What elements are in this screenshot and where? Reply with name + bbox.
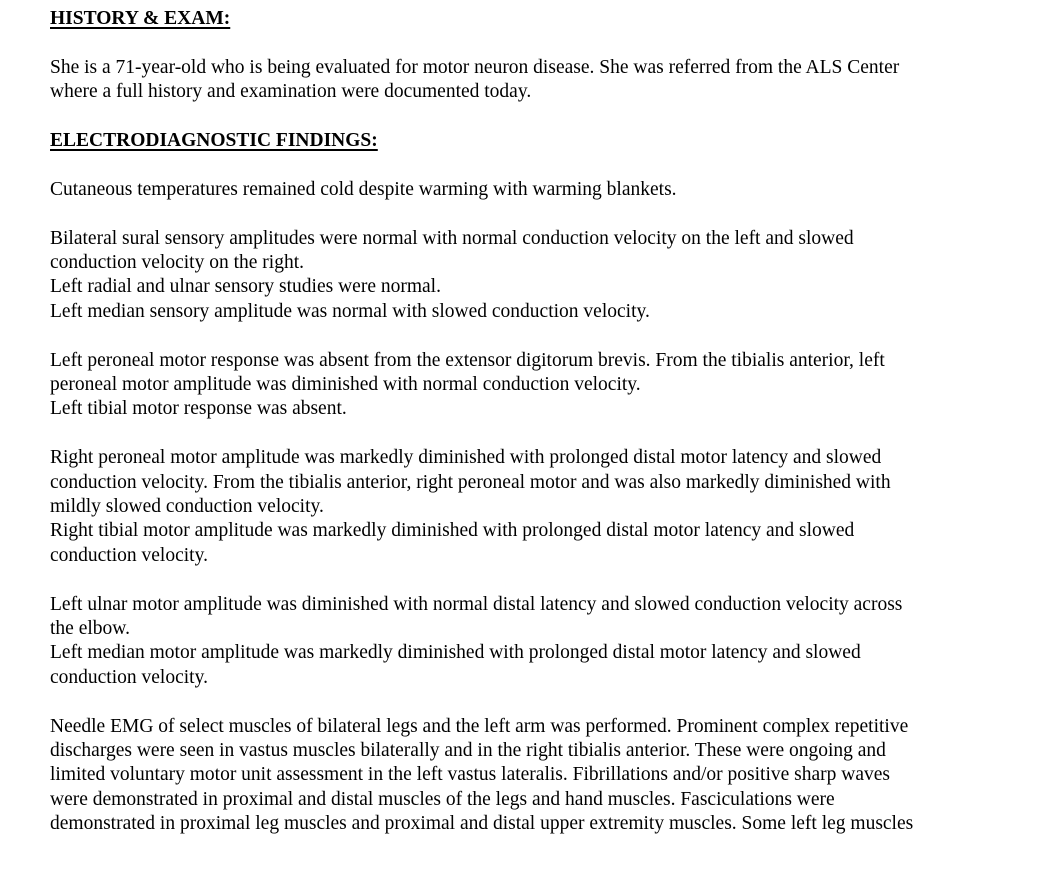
text-line: Left peroneal motor response was absent from the extensor digitorum brevis. From the tibialis anterior, left <box>50 349 885 371</box>
right-leg-motor-paragraph <box>50 446 1035 568</box>
spacer <box>50 422 1035 446</box>
document-body <box>50 7 1035 837</box>
text-line: Left median sensory amplitude was normal with slowed conduction velocity. <box>50 300 650 322</box>
text-line: discharges were seen in vastus muscles bilaterally and in the right tibialis anterior. These were ongoing and <box>50 740 886 762</box>
left-leg-motor-paragraph <box>50 349 1035 422</box>
text-line: peroneal motor amplitude was diminished with normal conduction velocity. <box>50 374 641 396</box>
temperature-paragraph <box>50 178 1035 202</box>
arm-motor-paragraph <box>50 593 1035 691</box>
text-line: Cutaneous temperatures remained cold despite warming with warming blankets. <box>50 178 677 200</box>
history-paragraph <box>50 56 1035 105</box>
spacer <box>50 568 1035 592</box>
spacer <box>50 324 1035 348</box>
history-exam-heading: HISTORY & EXAM: <box>50 8 231 29</box>
sensory-paragraph <box>50 227 1035 325</box>
text-line: Right tibial motor amplitude was markedly diminished with prolonged distal motor latency and slowed <box>50 520 855 542</box>
text-line: mildly slowed conduction velocity. <box>50 496 324 518</box>
text-line: Needle EMG of select muscles of bilateral legs and the left arm was performed. Prominent complex repetitive <box>50 715 909 737</box>
text-line: limited voluntary motor unit assessment in the left vastus lateralis. Fibrillations and/or positive sharp waves <box>50 764 890 786</box>
text-line: Left radial and ulnar sensory studies were normal. <box>50 276 441 298</box>
spacer <box>50 31 1035 55</box>
text-line: Bilateral sural sensory amplitudes were normal with normal conduction velocity on the left and slowed <box>50 227 854 249</box>
text-line: were demonstrated in proximal and distal muscles of the legs and hand muscles. Fasciculations were <box>50 788 835 810</box>
spacer <box>50 105 1035 129</box>
text-line: Left tibial motor response was absent. <box>50 398 347 420</box>
spacer <box>50 202 1035 226</box>
text-line: conduction velocity on the right. <box>50 252 304 273</box>
spacer <box>50 153 1035 177</box>
text-line: Left ulnar motor amplitude was diminished with normal distal latency and slowed conduction velocity across <box>50 593 903 615</box>
text-line: where a full history and examination were documented today. <box>50 81 532 103</box>
text-line: conduction velocity. <box>50 544 208 566</box>
text-line: conduction velocity. From the tibialis anterior, right peroneal motor and was also markedly diminished with <box>50 471 891 493</box>
spacer <box>50 690 1035 714</box>
text-line: the elbow. <box>50 618 130 640</box>
text-line: demonstrated in proximal leg muscles and proximal and distal upper extremity muscles. Some left leg muscles <box>50 813 914 835</box>
needle-emg-paragraph <box>50 715 1035 837</box>
text-line: Right peroneal motor amplitude was markedly diminished with prolonged distal motor latency and slowed <box>50 447 882 469</box>
text-line: She is a 71-year-old who is being evaluated for motor neuron disease. She was referred from the ALS Center <box>50 56 900 78</box>
electrodiagnostic-findings-heading: ELECTRODIAGNOSTIC FINDINGS: <box>50 130 378 151</box>
text-line: conduction velocity. <box>50 666 208 688</box>
text-line: Left median motor amplitude was markedly diminished with prolonged distal motor latency and slowed <box>50 642 861 664</box>
